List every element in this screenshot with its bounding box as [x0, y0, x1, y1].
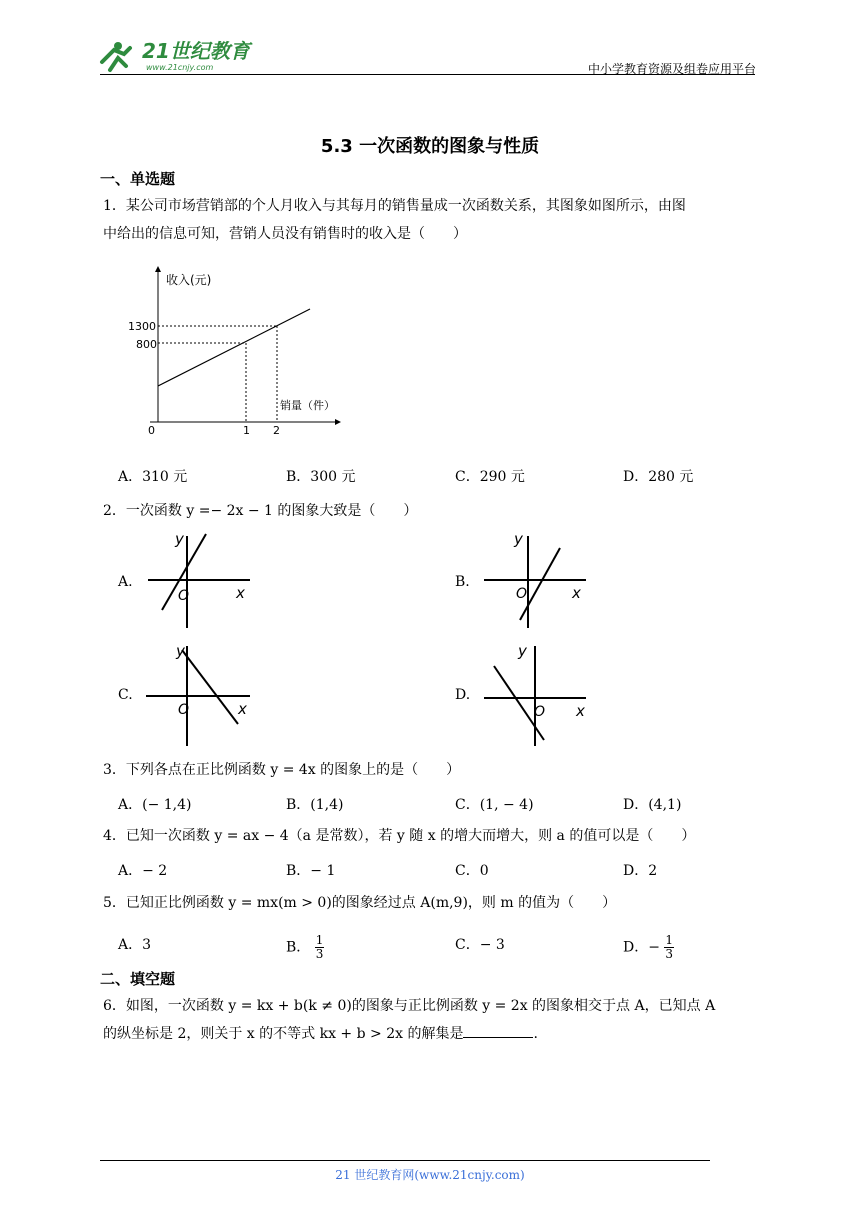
- section-heading-2: 二、填空题: [100, 970, 176, 988]
- y-tick-1300: 1300: [128, 320, 156, 333]
- q5-option-c: C．− 3: [455, 937, 505, 953]
- svg-text:y: y: [518, 642, 527, 660]
- q3-option-b: B．(1,4): [286, 797, 344, 813]
- q5-option-b: B． $\frac{1}{3}$: [286, 933, 324, 961]
- question-6-line2: 的纵坐标是 2，则关于 x 的不等式 kx + b > 2x 的解集是 .: [103, 1020, 758, 1048]
- q3-option-c: C．(1, − 4): [455, 797, 534, 813]
- site-logo: [96, 36, 256, 74]
- x-axis-label: 销量（件）: [280, 399, 335, 412]
- y-tick-800: 800: [136, 338, 157, 351]
- q1-option-b: B．300 元: [286, 469, 356, 485]
- q2-graph-b: [478, 530, 598, 630]
- q5-option-a: A．3: [118, 937, 152, 953]
- question-6: [103, 992, 758, 1048]
- question-1: [103, 192, 758, 248]
- question-5: 5．已知正比例函数 y = mx(m > 0)的图象经过点 A(m,9)，则 m 的值为（ ）: [103, 895, 617, 911]
- q2-label-c: C.: [118, 687, 133, 703]
- question-1-line2: 中给出的信息可知，营销人员没有销售时的收入是（ ）: [103, 226, 467, 242]
- svg-text:O: O: [534, 704, 546, 720]
- question-1-line1: 1．某公司市场营销部的个人月收入与其每月的销售量成一次函数关系，其图象如图所示，由图: [103, 198, 686, 214]
- svg-text:y: y: [176, 642, 185, 660]
- svg-text:x: x: [576, 702, 585, 720]
- q4-option-a: A．− 2: [118, 863, 168, 879]
- footer-text: 21 世纪教育网(www.21cnjy.com): [335, 1168, 525, 1182]
- q4-option-d: D．2: [623, 863, 658, 879]
- q4-option-c: C．0: [455, 863, 489, 879]
- header-rule: [100, 74, 755, 75]
- q5-option-d: D．− $\frac{1}{3}$: [623, 933, 674, 961]
- svg-text:x: x: [238, 700, 247, 718]
- q3-option-a: A．(− 1,4): [118, 797, 192, 813]
- svg-text:y: y: [514, 530, 523, 548]
- q2-label-b: B.: [455, 574, 470, 590]
- svg-text:y: y: [175, 530, 184, 548]
- q1-chart: [128, 262, 348, 452]
- q2-label-d: D.: [455, 687, 471, 703]
- logo-text: 21世纪教育: [142, 39, 250, 63]
- logo-url: www.21cnjy.com: [146, 63, 214, 72]
- question-3: 3．下列各点在正比例函数 y = 4x 的图象上的是（ ）: [103, 762, 461, 778]
- origin-label: 0: [148, 424, 155, 437]
- x-tick-2: 2: [273, 424, 280, 437]
- svg-text:O: O: [178, 702, 190, 718]
- answer-blank[interactable]: [463, 1023, 533, 1038]
- svg-text:O: O: [178, 588, 190, 604]
- question-2: 2．一次函数 y =− 2x − 1 的图象大致是（ ）: [103, 503, 418, 519]
- q3-option-d: D．(4,1): [623, 797, 682, 813]
- question-4: 4．已知一次函数 y = ax − 4（a 是常数），若 y 随 x 的增大而增大，则 a 的值可以是（ ）: [103, 828, 696, 844]
- y-axis-label: 收入(元): [166, 273, 212, 287]
- svg-text:x: x: [572, 584, 581, 602]
- q2-graph-a: [140, 530, 260, 630]
- x-tick-1: 1: [243, 424, 250, 437]
- svg-text:O: O: [516, 586, 528, 602]
- q1-option-d: D．280 元: [623, 469, 694, 485]
- platform-name: 中小学教育资源及组卷应用平台: [587, 62, 756, 76]
- data-line: [158, 309, 310, 386]
- q2-graph-d: [478, 640, 598, 748]
- page-title: 5.3 一次函数的图象与性质: [320, 136, 540, 157]
- q1-option-a: A．310 元: [118, 469, 188, 485]
- section-heading-1: 一、单选题: [100, 170, 176, 188]
- footer-rule: [100, 1160, 710, 1161]
- q1-option-c: C．290 元: [455, 469, 525, 485]
- q2-label-a: A.: [118, 574, 133, 590]
- q2-graph-c: [140, 640, 260, 748]
- q4-option-b: B．− 1: [286, 863, 336, 879]
- question-6-line1: 6．如图，一次函数 y = kx + b(k ≠ 0)的图象与正比例函数 y = 2x 的图象相交于点 A，已知点 A: [103, 998, 716, 1014]
- svg-text:x: x: [236, 584, 245, 602]
